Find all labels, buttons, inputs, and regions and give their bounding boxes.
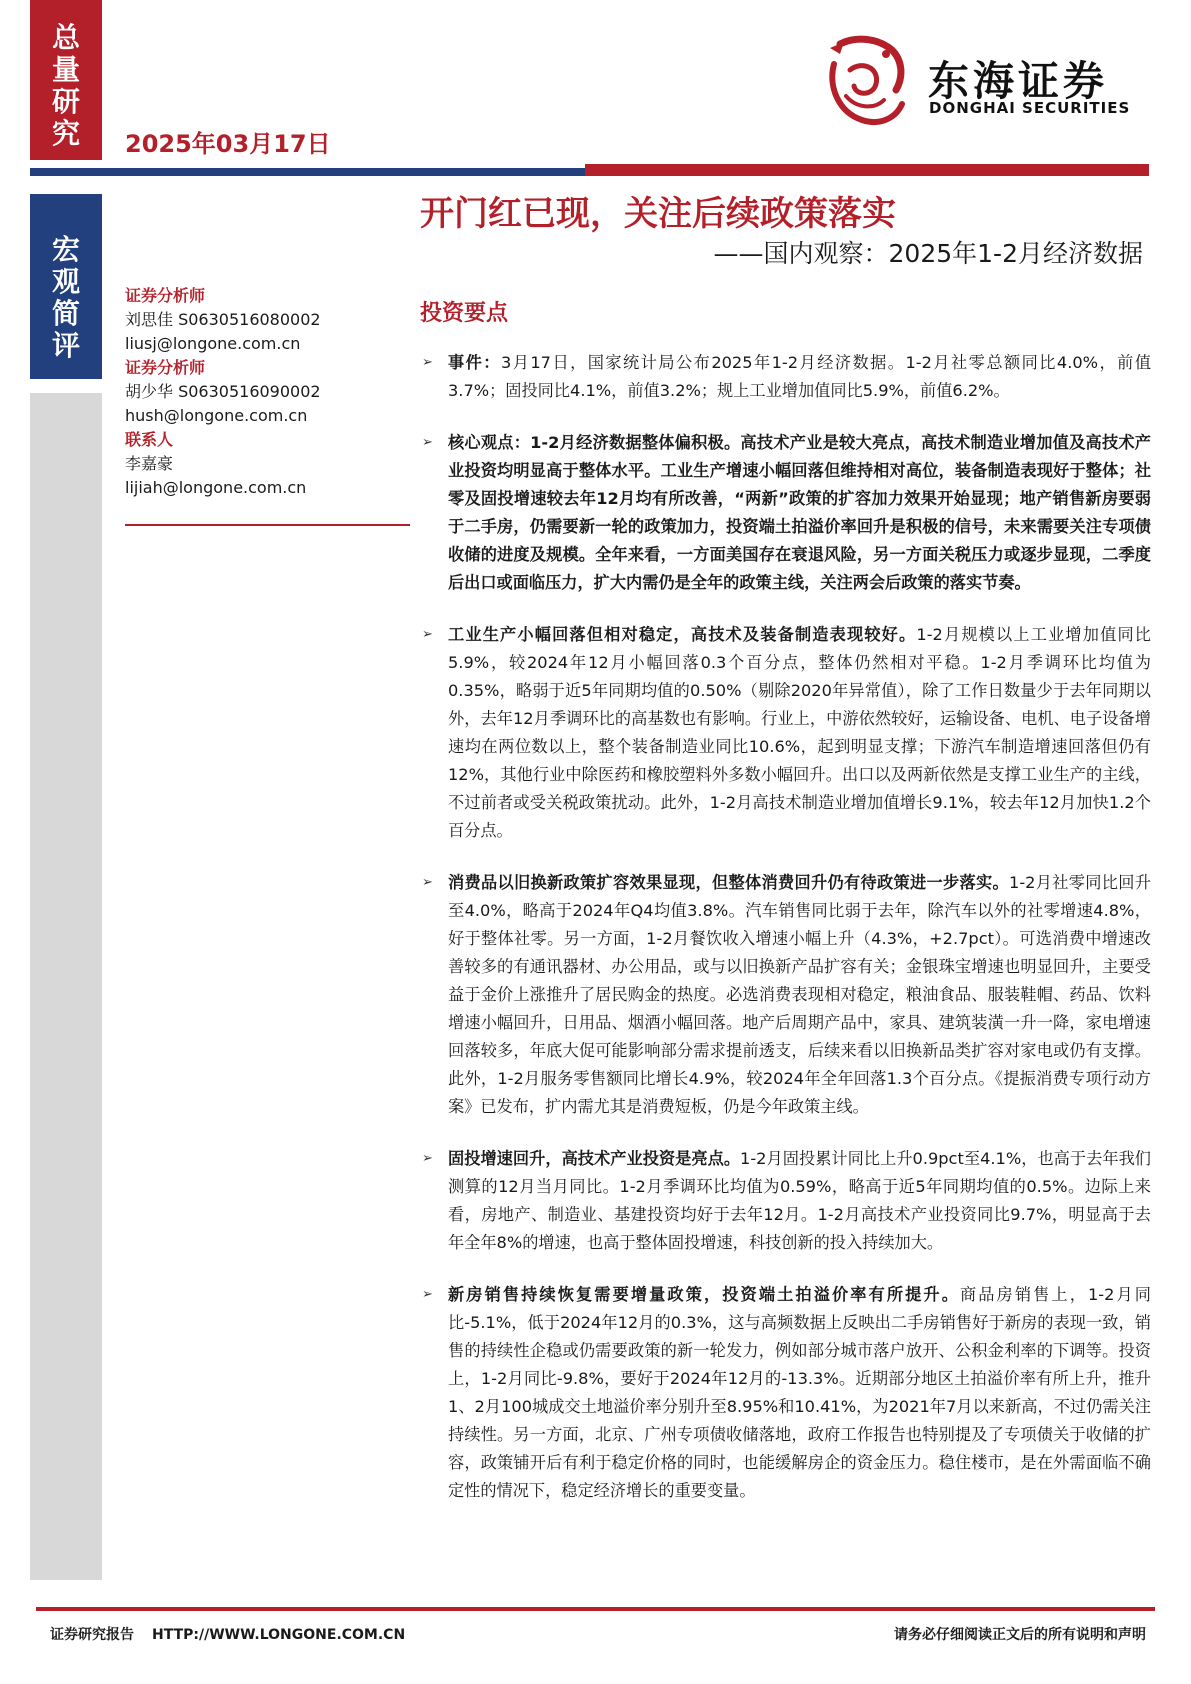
list-item	[420, 429, 1151, 597]
contact-email[interactable]: lijiah@longone.com.cn	[125, 478, 307, 497]
category-label: 总量研究	[51, 21, 80, 150]
point-text: 1-2月规模以上工业增加值同比5.9%，较2024年12月小幅回落0.3个百分点，整体仍然相对平稳。1-2月季调环比均值为0.35%，略弱于近5年同期均值的0.50%（剔除2020年异常值），除了工作日数量少于去年同期以外，去年12月季调环比的高基数也有影响。行业上，中游依然较好，运输设备、电机、电子设备增速均在两位数以上，整个装备制造业同比10.6%，起到明显支撑；下游汽车制造增速回落但仍有12%，其他行业中除医药和橡胶塑料外多数小幅回升。出口以及两新依然是支撑工业生产的主线，不过前者或受关税政策扰动。此外，1-2月高技术制造业增加值增长9.1%，较去年12月加快1.2个百分点。	[448, 625, 1151, 840]
list-item	[420, 1145, 1151, 1257]
footer-left	[50, 1624, 405, 1644]
point-text: 商品房销售上，1-2月同比-5.1%，低于2024年12月的0.3%，这与高频数据上反映出二手房销售好于新房的表现一致，销售的持续性企稳或仍需要政策的新一轮发力，例如部分城市落户放开、公积金利率的下调等。投资上，1-2月同比-9.8%，要好于2024年12月的-13.3%。近期部分地区土拍溢价率有所上升，推升1、2月100城成交土地溢价率分别升至8.95%和10.41%，为2021年7月以来新高，不过仍需关注持续性。另一方面，北京、广州专项债收储落地，政府工作报告也特别提及了专项债关于收储的扩容，政策铺开后有利于稳定价格的同时，也能缓解房企的资金压力。稳住楼市，是在外需面临不确定性的情况下，稳定经济增长的重要变量。	[448, 1285, 1151, 1500]
analyst-name: 胡少华 S0630516090002	[125, 382, 321, 401]
report-type-label: 宏观简评	[51, 233, 80, 362]
list-item	[420, 621, 1151, 845]
contact-role: 联系人	[125, 430, 174, 449]
footer-url-link[interactable]: HTTP://WWW.LONGONE.COM.CN	[152, 1627, 406, 1643]
point-lead: 核心观点：1-2月经济数据整体偏积极。高技术产业是较大亮点，高技术制造业增加值及高技术产业投资均明显高于整体水平。工业生产增速小幅回落但维持相对高位，装备制造表现好于整体；社零及固投增速较去年12月均有所改善，“两新”政策的扩容加力效果开始显现；地产销售新房要弱于二手房，仍需要新一轮的政策加力，投资端土拍溢价率回升是积极的信号，未来需要关注专项债收储的进度及规模。全年来看，一方面美国存在衰退风险，另一方面关税压力或逐步显现，二季度后出口或面临压力，扩大内需仍是全年的政策主线，关注两会后政策的落实节奏。	[448, 433, 1151, 592]
analyst-block	[125, 284, 409, 500]
list-item	[420, 869, 1151, 1121]
section-title: 投资要点	[420, 301, 509, 326]
list-item	[420, 349, 1151, 405]
dragon-logo-icon	[826, 34, 908, 128]
logo-chinese-name: 东海证券	[928, 57, 1108, 105]
report-title: 开门红已现，关注后续政策落实	[420, 194, 896, 234]
point-lead: 消费品以旧换新政策扩容效果显现，但整体消费回升仍有待政策进一步落实。	[448, 873, 1010, 892]
point-lead: 工业生产小幅回落但相对稳定，高技术及装备制造表现较好。	[448, 625, 917, 644]
category-tab	[30, 0, 102, 160]
footer-rule	[36, 1607, 1155, 1611]
header-rule-red	[585, 164, 1149, 176]
point-lead: 新房销售持续恢复需要增量政策，投资端土拍溢价率有所提升。	[448, 1285, 960, 1304]
point-lead: 事件：	[448, 353, 501, 372]
arrow-bullet-icon: ➢	[422, 355, 433, 370]
sidebar-strip	[30, 393, 102, 1580]
investment-points	[420, 349, 1151, 1529]
arrow-bullet-icon: ➢	[422, 1151, 433, 1166]
logo-english-name: DONGHAI SECURITIES	[929, 99, 1131, 117]
point-lead: 固投增速回升，高技术产业投资是亮点。	[448, 1149, 741, 1168]
header-rule-blue	[30, 168, 585, 176]
analyst-email[interactable]: liusj@longone.com.cn	[125, 334, 301, 353]
analyst-role: 证券分析师	[125, 358, 206, 377]
arrow-bullet-icon: ➢	[422, 1287, 433, 1302]
contact-name: 李嘉豪	[125, 454, 174, 473]
arrow-bullet-icon: ➢	[422, 435, 433, 450]
arrow-bullet-icon: ➢	[422, 875, 433, 890]
list-item	[420, 1281, 1151, 1505]
analyst-role: 证券分析师	[125, 286, 206, 305]
report-type-tab	[30, 194, 102, 379]
footer-disclaimer: 请务必仔细阅读正文后的所有说明和声明	[894, 1627, 1146, 1643]
arrow-bullet-icon: ➢	[422, 627, 433, 642]
footer-label: 证券研究报告	[50, 1627, 134, 1643]
point-text: 3月17日，国家统计局公布2025年1-2月经济数据。1-2月社零总额同比4.0%，前值3.7%；固投同比4.1%，前值3.2%；规上工业增加值同比5.9%，前值6.2%。	[448, 353, 1152, 400]
report-subtitle: ——国内观察：2025年1-2月经济数据	[713, 239, 1143, 268]
point-text: 1-2月固投累计同比上升0.9pct至4.1%，也高于去年我们测算的12月当月同比。1-2月季调环比均值为0.59%，略高于近5年同期均值的0.5%。边际上来看，房地产、制造业、基建投资均好于去年12月。1-2月高技术产业投资同比9.7%，明显高于去年全年8%的增速，也高于整体固投增速，科技创新的投入持续加大。	[448, 1149, 1151, 1252]
analyst-name: 刘思佳 S0630516080002	[125, 310, 321, 329]
point-text: 1-2月社零同比回升至4.0%，略高于2024年Q4均值3.8%。汽车销售同比弱于去年，除汽车以外的社零增速4.8%，好于整体社零。另一方面，1-2月餐饮收入增速小幅上升（4.3%，+2.7pct）。可选消费中增速改善较多的有通讯器材、办公用品，或与以旧换新产品扩容有关；金银珠宝增速也明显回升，主要受益于金价上涨推升了居民购金的热度。必选消费表现相对稳定，粮油食品、服装鞋帽、药品、饮料增速小幅回升，日用品、烟酒小幅回落。地产后周期产品中，家具、建筑装潢一升一降，家电增速回落较多，年底大促可能影响部分需求提前透支，后续来看以旧换新品类扩容对家电或仍有支撑。此外，1-2月服务零售额同比增长4.9%，较2024年全年回落1.3个百分点。《提振消费专项行动方案》已发布，扩内需尤其是消费短板，仍是今年政策主线。	[448, 873, 1151, 1116]
report-date: 2025年03月17日	[125, 130, 331, 158]
analyst-divider	[125, 524, 410, 526]
analyst-email[interactable]: hush@longone.com.cn	[125, 406, 308, 425]
